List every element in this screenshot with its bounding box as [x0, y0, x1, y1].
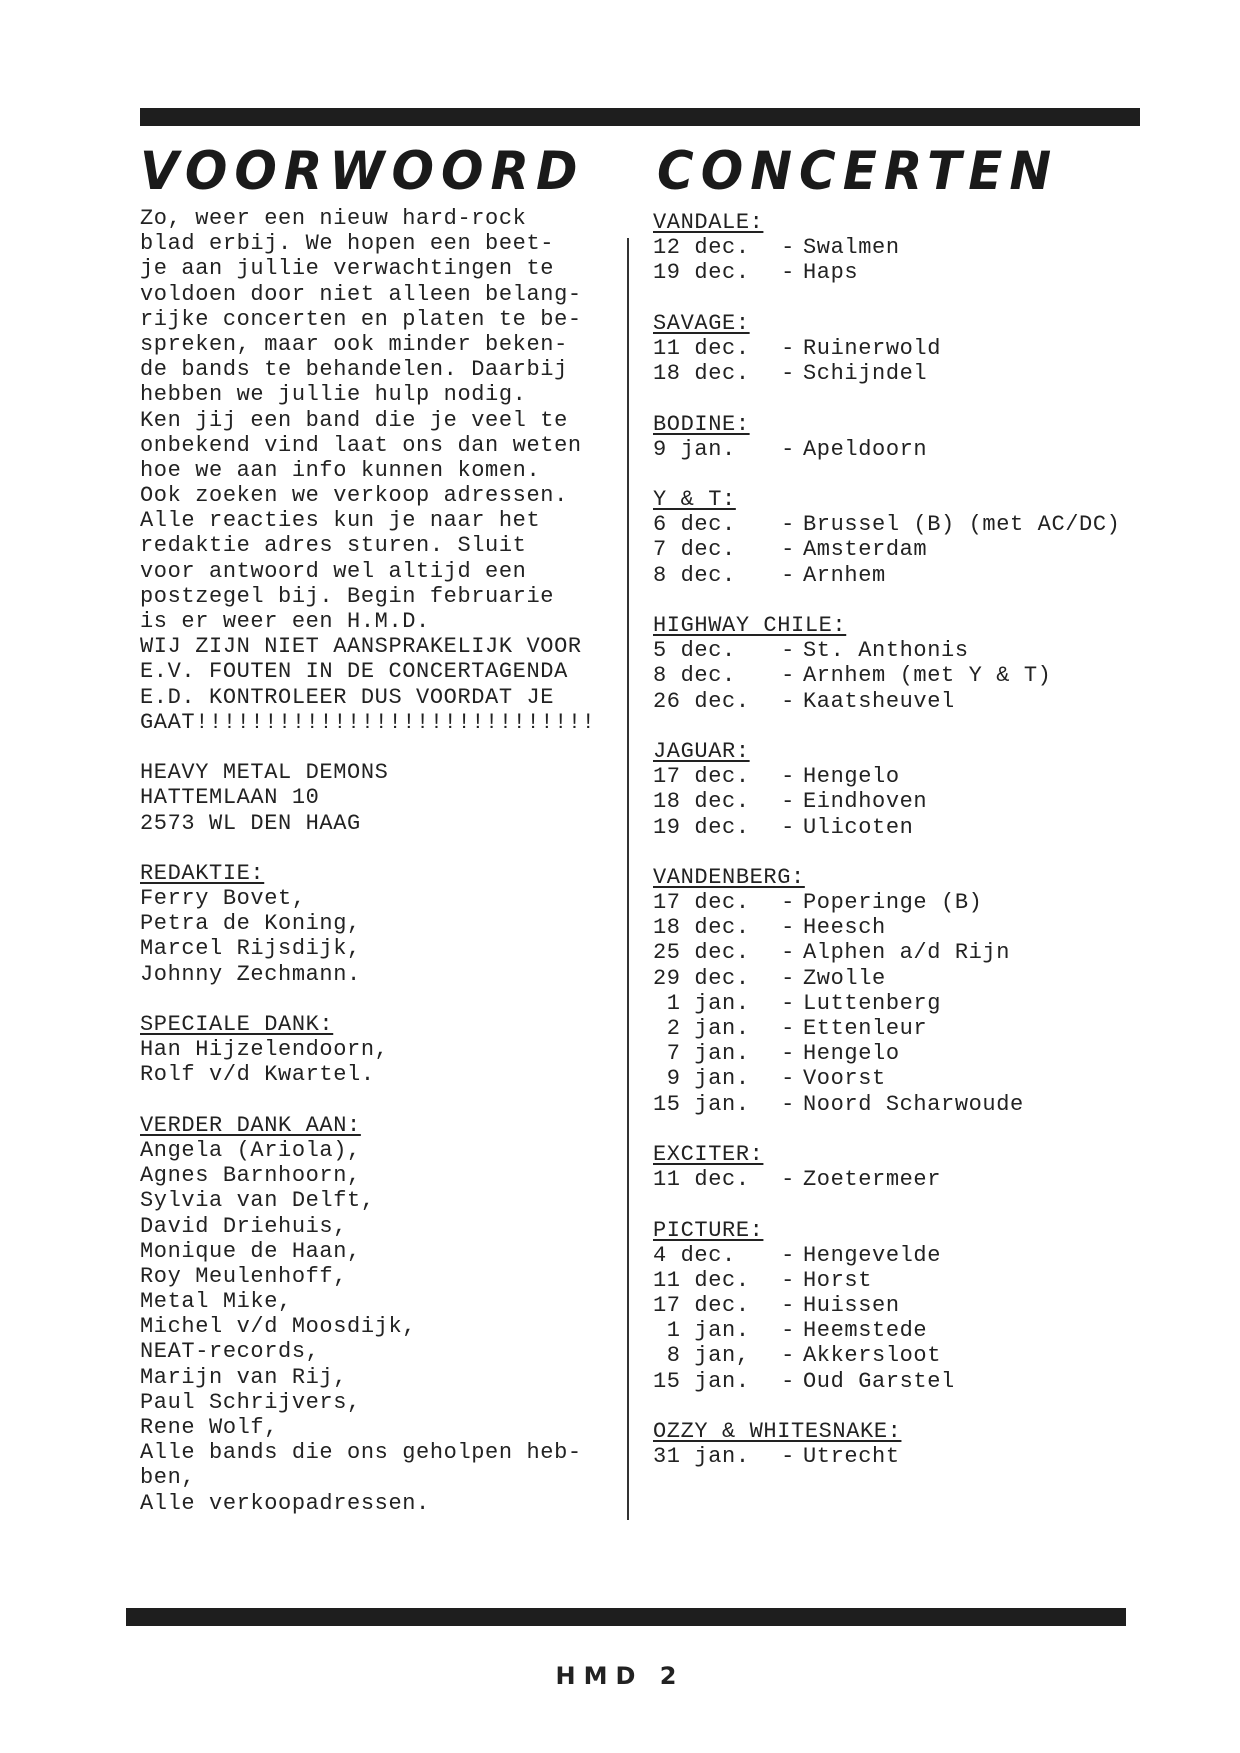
gig-place: Eindhoven	[803, 789, 928, 815]
gig-dash: -	[781, 537, 795, 563]
gig-dash: -	[781, 235, 795, 261]
address-line: 2573 WL DEN HAAG	[140, 810, 361, 836]
gig-date: 18 dec.	[653, 789, 750, 815]
gig-place: Ruinerwold	[803, 335, 942, 361]
verder-dank-name: Paul Schrijvers,	[140, 1389, 361, 1415]
redaktie-name: Petra de Koning,	[140, 911, 361, 937]
gig-dash: -	[781, 1041, 795, 1067]
gig-date: 26 dec.	[653, 688, 750, 714]
gig-place: Kaatsheuvel	[803, 688, 955, 714]
gig-dash: -	[781, 688, 795, 714]
gig-row	[653, 1444, 1213, 1469]
bottom-rule	[126, 1608, 1126, 1626]
gig-place: Arnhem (met Y & T)	[803, 663, 1052, 689]
gig-place: Huissen	[803, 1293, 900, 1319]
band-name: VANDALE:	[653, 210, 764, 235]
gig-row	[653, 1016, 1213, 1041]
gig-place: Amsterdam	[803, 537, 928, 563]
gig-dash: -	[781, 1318, 795, 1344]
gig-place: Poperinge (B)	[803, 890, 983, 916]
gig-row	[653, 1066, 1213, 1091]
verder-dank-name: Sylvia van Delft,	[140, 1188, 375, 1214]
intro-line: E.D. KONTROLEER DUS VOORDAT JE	[140, 684, 555, 710]
redaktie-name: Ferry Bovet,	[140, 886, 306, 912]
gig-dash: -	[781, 663, 795, 689]
verder-dank-name: Roy Meulenhoff,	[140, 1263, 348, 1289]
speciale-dank-label: SPECIALE DANK:	[140, 1012, 334, 1037]
gig-row	[653, 1167, 1213, 1192]
gig-date: 19 dec.	[653, 814, 750, 840]
intro-line: voldoen door niet alleen belang-	[140, 281, 582, 307]
gig-dash: -	[781, 814, 795, 840]
gig-dash: -	[781, 260, 795, 286]
gig-date: 18 dec.	[653, 361, 750, 387]
gig-row	[653, 260, 1213, 285]
gig-date: 15 jan.	[653, 1091, 750, 1117]
verder-dank-name: Marijn van Rij,	[140, 1364, 348, 1390]
gig-dash: -	[781, 1368, 795, 1394]
top-rule	[140, 108, 1140, 126]
verder-dank-name: ben,	[140, 1465, 196, 1491]
band-block	[653, 739, 1213, 840]
gig-dash: -	[781, 1167, 795, 1193]
band-block	[653, 1218, 1213, 1394]
gig-place: Hengelo	[803, 764, 900, 790]
verder-dank-name: Metal Mike,	[140, 1289, 292, 1315]
band-name: JAGUAR:	[653, 738, 750, 764]
gig-place: Ettenleur	[803, 1016, 928, 1041]
gig-row	[653, 336, 1213, 361]
gig-dash: -	[781, 1066, 795, 1092]
verder-dank-name: Michel v/d Moosdijk,	[140, 1314, 417, 1340]
intro-line: Ook zoeken we verkoop adressen.	[140, 483, 568, 509]
gig-row	[653, 940, 1213, 965]
intro-line: Ken jij een band die je veel te	[140, 407, 568, 433]
gig-dash: -	[781, 990, 795, 1016]
gig-date: 1 jan.	[653, 990, 750, 1016]
band-name: SAVAGE:	[653, 310, 750, 336]
gig-date: 15 jan.	[653, 1368, 750, 1394]
gig-place: Hengelo	[803, 1041, 900, 1067]
gig-place: Alphen a/d Rijn	[803, 940, 1011, 966]
gig-dash: -	[781, 638, 795, 664]
gig-row	[653, 689, 1213, 714]
intro-text	[140, 206, 628, 735]
verder-dank-list	[140, 1138, 628, 1516]
gig-row	[653, 235, 1213, 260]
gig-date: 5 dec.	[653, 638, 736, 664]
gig-date: 1 jan.	[653, 1318, 750, 1344]
gig-row	[653, 890, 1213, 915]
gig-dash: -	[781, 335, 795, 361]
gig-row	[653, 638, 1213, 663]
gig-dash: -	[781, 1016, 795, 1041]
concerten-column	[653, 210, 1213, 1495]
gig-place: Arnhem	[803, 562, 886, 588]
gig-dash: -	[781, 1242, 795, 1268]
concerten-heading: CONCERTEN	[657, 140, 1059, 202]
band-name: PICTURE:	[653, 1217, 764, 1243]
gig-row	[653, 512, 1213, 537]
verder-dank-name: David Driehuis,	[140, 1213, 348, 1239]
gig-dash: -	[781, 940, 795, 966]
gig-date: 8 dec.	[653, 562, 736, 588]
address-line: HATTEMLAAN 10	[140, 785, 320, 811]
address-block	[140, 760, 628, 836]
gig-dash: -	[781, 1343, 795, 1369]
gig-row	[653, 1369, 1213, 1394]
gig-place: Luttenberg	[803, 990, 942, 1016]
gig-date: 18 dec.	[653, 915, 750, 941]
band-block	[653, 487, 1213, 588]
gig-place: Heemstede	[803, 1318, 928, 1344]
gig-date: 7 jan.	[653, 1041, 750, 1067]
redaktie-label: REDAKTIE:	[140, 860, 265, 886]
gig-place: Utrecht	[803, 1444, 900, 1470]
gig-place: Zwolle	[803, 965, 886, 991]
gig-date: 7 dec.	[653, 537, 736, 563]
verder-dank-name: Rene Wolf,	[140, 1415, 279, 1440]
gig-row	[653, 563, 1213, 588]
gig-date: 8 dec.	[653, 663, 736, 689]
gig-place: Schijndel	[803, 361, 928, 387]
intro-line: onbekend vind laat ons dan weten	[140, 432, 582, 458]
gig-dash: -	[781, 512, 795, 538]
gig-dash: -	[781, 789, 795, 815]
gig-row	[653, 537, 1213, 562]
gig-dash: -	[781, 915, 795, 941]
gig-date: 9 jan.	[653, 1066, 750, 1092]
band-block	[653, 412, 1213, 462]
gig-place: Hengevelde	[803, 1242, 942, 1268]
speciale-dank-name: Rolf v/d Kwartel.	[140, 1062, 375, 1088]
intro-line: blad erbij. We hopen een beet-	[140, 231, 555, 257]
band-name: Y & T:	[653, 487, 736, 513]
gig-place: Brussel (B) (met AC/DC)	[803, 512, 1121, 538]
gig-row	[653, 1243, 1213, 1268]
verder-dank-name: NEAT-records,	[140, 1339, 320, 1365]
band-name: OZZY & WHITESNAKE:	[653, 1419, 902, 1444]
address-line: HEAVY METAL DEMONS	[140, 760, 389, 786]
gig-row	[653, 1268, 1213, 1293]
band-block	[653, 311, 1213, 387]
band-block	[653, 865, 1213, 1117]
gig-dash: -	[781, 890, 795, 916]
redaktie-name: Marcel Rijsdijk,	[140, 936, 361, 962]
gig-place: Ulicoten	[803, 814, 914, 840]
gig-date: 17 dec.	[653, 890, 750, 916]
verder-dank-name: Alle verkoopadressen.	[140, 1490, 430, 1516]
gig-row	[653, 815, 1213, 840]
verder-dank-name: Monique de Haan,	[140, 1238, 361, 1264]
gig-date: 17 dec.	[653, 1293, 750, 1319]
speciale-dank-list	[140, 1037, 628, 1087]
gig-dash: -	[781, 1267, 795, 1293]
gig-place: Noord Scharwoude	[803, 1091, 1024, 1117]
gig-date: 19 dec.	[653, 260, 750, 286]
gig-row	[653, 1343, 1213, 1368]
band-name: BODINE:	[653, 411, 750, 437]
gig-row	[653, 764, 1213, 789]
gig-row	[653, 966, 1213, 991]
redaktie-list	[140, 886, 628, 987]
gig-date: 11 dec.	[653, 335, 750, 361]
gig-row	[653, 789, 1213, 814]
intro-line: hoe we aan info kunnen komen.	[140, 457, 541, 483]
gig-row	[653, 1041, 1213, 1066]
gig-place: Zoetermeer	[803, 1167, 942, 1193]
gig-dash: -	[781, 1293, 795, 1319]
gig-dash: -	[781, 436, 795, 462]
intro-line: spreken, maar ook minder beken-	[140, 331, 568, 357]
band-block	[653, 1142, 1213, 1192]
gig-place: Oud Garstel	[803, 1368, 955, 1394]
gig-date: 9 jan.	[653, 436, 736, 462]
gig-row	[653, 663, 1213, 688]
band-name: VANDENBERG:	[653, 864, 805, 890]
intro-line: de bands te behandelen. Daarbij	[140, 357, 568, 383]
intro-line: WIJ ZIJN NIET AANSPRAKELIJK VOOR	[140, 634, 582, 660]
band-block	[653, 1419, 1213, 1469]
gig-dash: -	[781, 965, 795, 991]
intro-line: je aan jullie verwachtingen te	[140, 256, 555, 282]
gig-row	[653, 1318, 1213, 1343]
gig-row	[653, 1293, 1213, 1318]
intro-line: hebben we jullie hulp nodig.	[140, 382, 527, 408]
intro-line: postzegel bij. Begin februarie	[140, 583, 555, 609]
voorwoord-column	[140, 206, 628, 1516]
gig-date: 25 dec.	[653, 940, 750, 966]
gig-date: 11 dec.	[653, 1267, 750, 1293]
gig-date: 29 dec.	[653, 965, 750, 991]
intro-line: Alle reacties kun je naar het	[140, 508, 541, 534]
verder-dank-name: Angela (Ariola),	[140, 1137, 361, 1163]
gig-row	[653, 361, 1213, 386]
intro-line: rijke concerten en platen te be-	[140, 306, 582, 332]
voorwoord-heading: VOORWOORD	[140, 140, 585, 202]
gig-date: 11 dec.	[653, 1167, 750, 1193]
gig-row	[653, 915, 1213, 940]
gig-place: Heesch	[803, 915, 886, 941]
gig-dash: -	[781, 1444, 795, 1470]
verder-dank-name: Alle bands die ons geholpen heb-	[140, 1440, 582, 1466]
verder-dank-name: Agnes Barnhoorn,	[140, 1163, 361, 1189]
gig-row	[653, 991, 1213, 1016]
speciale-dank-name: Han Hijzelendoorn,	[140, 1037, 389, 1063]
band-block	[653, 210, 1213, 286]
gig-dash: -	[781, 562, 795, 588]
redaktie-name: Johnny Zechmann.	[140, 961, 361, 987]
gig-place: Voorst	[803, 1066, 886, 1092]
gig-date: 6 dec.	[653, 512, 736, 538]
intro-line: Zo, weer een nieuw hard-rock	[140, 206, 527, 231]
gig-date: 4 dec.	[653, 1242, 736, 1268]
intro-line: redaktie adres sturen. Sluit	[140, 533, 527, 559]
gig-place: Apeldoorn	[803, 436, 928, 462]
page-footer: HMD 2	[555, 1662, 685, 1690]
intro-line: is er weer een H.M.D.	[140, 609, 430, 634]
gig-date: 12 dec.	[653, 235, 750, 261]
gig-place: Akkersloot	[803, 1343, 942, 1369]
verder-dank-label: VERDER DANK AAN:	[140, 1112, 361, 1138]
gig-date: 31 jan.	[653, 1444, 750, 1470]
intro-line: voor antwoord wel altijd een	[140, 558, 527, 584]
gig-row	[653, 1092, 1213, 1117]
gig-dash: -	[781, 764, 795, 790]
gig-date: 8 jan,	[653, 1343, 750, 1369]
gig-date: 17 dec.	[653, 764, 750, 790]
gig-row	[653, 437, 1213, 462]
band-block	[653, 613, 1213, 714]
gig-place: Swalmen	[803, 235, 900, 261]
gig-place: Horst	[803, 1267, 873, 1293]
gig-dash: -	[781, 1091, 795, 1117]
gig-date: 2 jan.	[653, 1016, 750, 1041]
band-name: HIGHWAY CHILE:	[653, 613, 847, 638]
gig-place: St. Anthonis	[803, 638, 969, 664]
gig-dash: -	[781, 361, 795, 387]
intro-line: E.V. FOUTEN IN DE CONCERTAGENDA	[140, 659, 568, 685]
intro-line: GAAT!!!!!!!!!!!!!!!!!!!!!!!!!!!!!	[140, 709, 596, 735]
gig-place: Haps	[803, 260, 859, 286]
band-name: EXCITER:	[653, 1141, 764, 1167]
